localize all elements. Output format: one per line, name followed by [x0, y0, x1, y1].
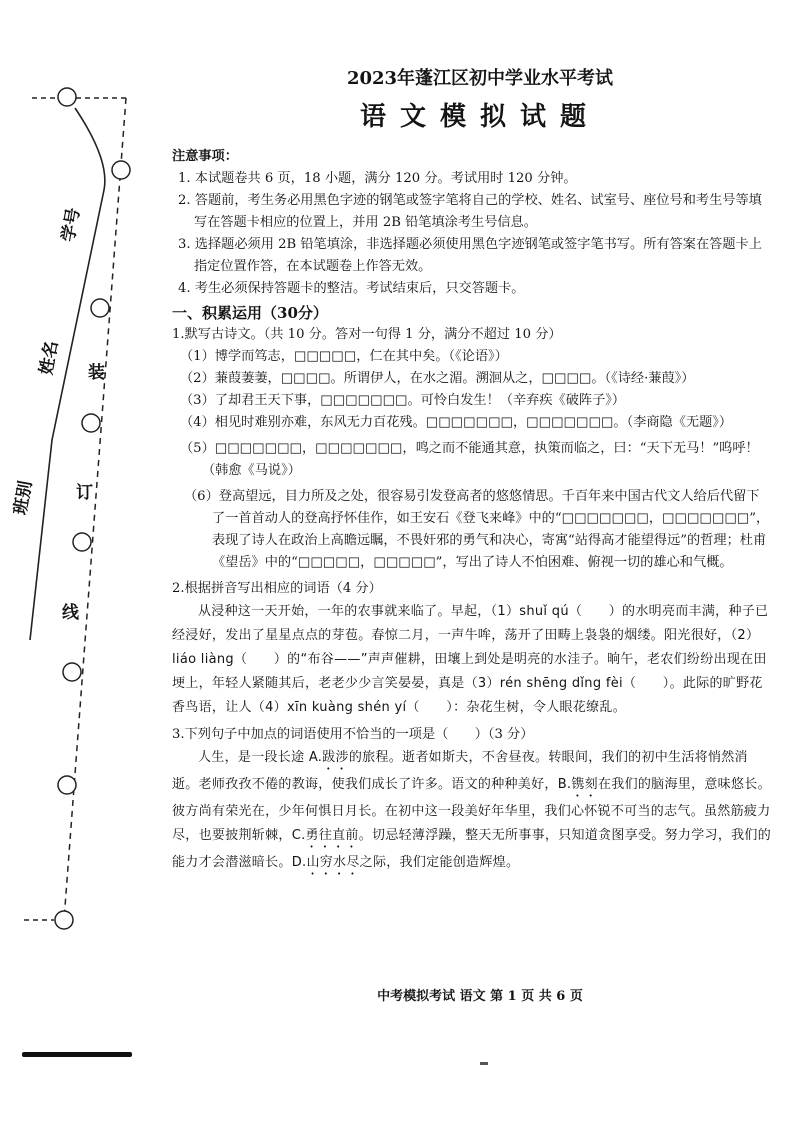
question-3-passage — [172, 746, 772, 878]
q3-option-c-word: 勇往直前 — [305, 828, 359, 843]
binding-margin-lines — [0, 0, 170, 1124]
binding-hole — [82, 414, 100, 432]
question-2-passage: 从浸种这一天开始，一年的农事就来临了。早起，（1）shuǐ qú（ ）的水明亮而丰满，种子已经浸好，发出了星星点点的芽苞。春惊二月，一声牛哞，荡开了田畴上袅袅的烟缕。阳光很好，（2）liáo liàng（ ）的“布谷——”声声催耕，田壤上到处是明亮的水洼子。晌午，老农们纷纷出现在田埂上，年轻人紧随其后，老老少少言笑晏晏，真是（3）rén shēng dǐng fèi（ ）。此际的旷野花香鸟语，让人（4）xīn kuàng shén yí（ ）：杂花生树，令人眼花缭乱。 — [172, 604, 769, 715]
margin-label-xian: 线 — [62, 603, 79, 623]
question-1-heading: 1.默写古诗文。（共 10 分。答对一句得 1 分，满分不超过 10 分） — [172, 327, 562, 342]
margin-label-class: 班别 — [10, 479, 37, 517]
exam-subtitle: 语文模拟试题 — [359, 102, 600, 132]
q3-text: 的旅程。逝者如斯夫，不舍昼夜。转眼间，我们的初中生活将悄然消逝。老师孜孜不倦的教诲，使我们成长了许多。语文的种种美好，B. — [172, 750, 748, 792]
q3-option-d-word: 山穷水尽 — [306, 855, 360, 870]
q3-option-b-word: 镌刻 — [571, 777, 598, 792]
q3-option-a-word: 跋涉 — [322, 750, 349, 765]
q3-text: 在我们的脑海里，意味悠长。彼方尚有荣光在，少年何惧日月长。在初中这一段美好年华里，我们心怀锐不可当的志气。虽然筋疲力尽，也要披荆斩棘，C. — [172, 777, 771, 843]
q1-item: （6）登高望远，目力所及之处，很容易引发登高者的悠悠情思。千百年来中国古代文人给后代留下了一首首动人的登高抒怀佳作，如王安石《登飞来峰》中的“□□□□□□□，□□□□□□□”，表现了诗人在政治上高瞻远瞩，不畏奸邪的勇气和决心，寄寓“站得高才能望得远”的哲理；杜甫《望岳》中的“□□□□□，□□□□□”，写出了诗人不怕困难、俯视一切的雄心和气概。 — [184, 489, 770, 570]
q1-item: （2）蒹葭萋萋，□□□□。所谓伊人，在水之湄。溯洄从之，□□□□。（《诗经·蒹葭》） — [180, 371, 695, 386]
binding-hole — [73, 533, 91, 551]
notice-heading: 注意事项： — [172, 149, 238, 164]
q1-item: （4）相见时难别亦难，东风无力百花残。□□□□□□□，□□□□□□□。（李商隐《无题》） — [180, 415, 733, 430]
binding-hole — [58, 776, 76, 794]
exam-title: 2023年蓬江区初中学业水平考试 — [346, 68, 614, 89]
page-footer: 中考模拟考试 语文 第 1 页 共 6 页 — [377, 989, 583, 1004]
binding-hole — [55, 911, 73, 929]
notice-item: 4. 考生必须保持答题卡的整洁。考试结束后，只交答题卡。 — [178, 281, 525, 296]
question-3-heading: 3.下列句子中加点的词语使用不恰当的一项是（ ）（3 分） — [172, 727, 534, 742]
section-accumulation — [172, 302, 772, 878]
binding-hole — [63, 663, 81, 681]
notice-item: 1. 本试题卷共 6 页，18 小题，满分 120 分。考试用时 120 分钟。 — [178, 171, 577, 186]
margin-label-ding: 订 — [76, 483, 93, 503]
scan-mark — [480, 1062, 488, 1065]
section-heading: 一、积累运用（30分） — [172, 304, 328, 322]
q3-text: 。切忌轻薄浮躁，整天无所事事，只知道贪图享受。努力学习，我们的能力才会潜滋暗长。D. — [172, 828, 772, 870]
margin-label-zhuang: 装 — [88, 363, 105, 383]
question-2-heading: 2.根据拼音写出相应的词语（4 分） — [172, 581, 382, 596]
q1-item: （3）了却君王天下事，□□□□□□□。可怜白发生！（辛弃疾《破阵子》） — [180, 393, 626, 408]
binding-hole — [91, 299, 109, 317]
q3-text: 之际，我们定能创造辉煌。 — [359, 855, 520, 870]
q1-item: （5）□□□□□□□，□□□□□□□，鸣之而不能通其意，执策而临之，曰：“天下无马！”呜呼！（韩愈《马说》） — [180, 441, 759, 478]
margin-label-name: 姓名 — [36, 339, 63, 377]
binding-hole — [112, 161, 130, 179]
q3-text: 人生，是一段长途 A. — [198, 750, 323, 765]
notice-item: 2. 答题前，考生务必用黑色字迹的钢笔或签字笔将自己的学校、姓名、试室号、座位号和考生号等填写在答题卡相应的位置上，并用 2B 铅笔填涂考生号信息。 — [178, 193, 762, 230]
scan-bar — [22, 1052, 132, 1057]
q1-item: （1）博学而笃志，□□□□□，仁在其中矣。（《论语》） — [180, 349, 508, 364]
notice-block — [172, 146, 772, 300]
notice-item: 3. 选择题必须用 2B 铅笔填涂，非选择题必须使用黑色字迹钢笔或签字笔书写。所有答案在答题卡上指定位置作答，在本试题卷上作答无效。 — [178, 237, 762, 274]
margin-label-student-id: 学号 — [58, 206, 85, 244]
binding-hole — [58, 88, 76, 106]
